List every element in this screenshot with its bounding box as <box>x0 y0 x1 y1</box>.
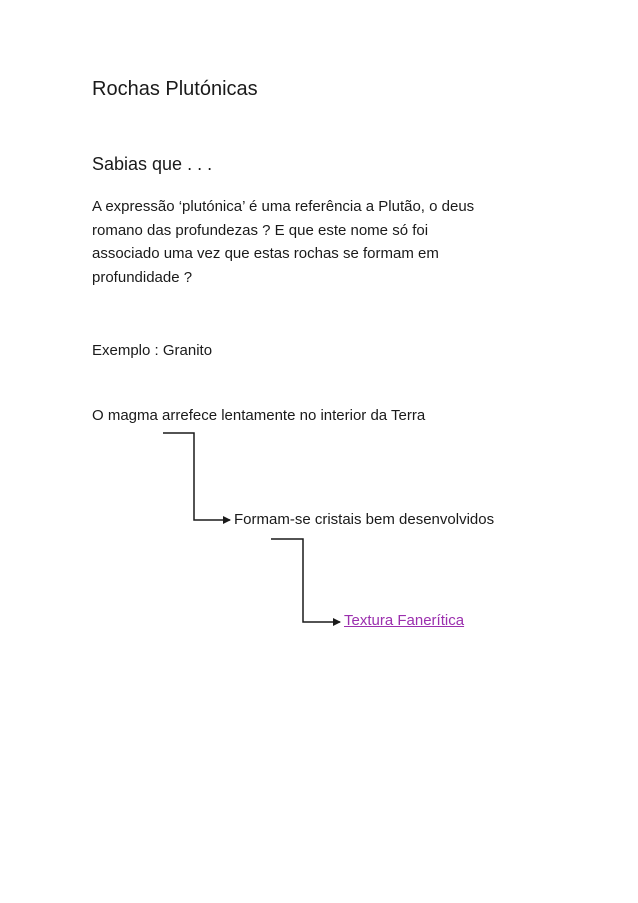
example-text: Exemplo : Granito <box>92 342 213 359</box>
page-title: Rochas Plutónicas <box>92 78 258 100</box>
flow-arrow-2 <box>271 539 340 622</box>
flow-step-crystals: Formam-se cristais bem desenvolvidos <box>234 511 495 528</box>
paragraph-line: associado uma vez que estas rochas se formam em <box>92 245 439 262</box>
paragraph-line: romano das profundezas ? E que este nome só foi <box>92 221 429 239</box>
section-subtitle: Sabias que . . . <box>92 154 213 174</box>
flow-step-texture: Textura Fanerítica <box>344 612 465 629</box>
flow-step-magma: O magma arrefece lentamente no interior da Terra <box>92 407 426 424</box>
flow-arrow-1 <box>163 433 230 520</box>
paragraph-line: profundidade ? <box>92 268 193 286</box>
intro-paragraph <box>92 195 562 289</box>
paragraph-line: A expressão ‘plutónica’ é uma referência a Plutão, o deus <box>92 198 475 215</box>
